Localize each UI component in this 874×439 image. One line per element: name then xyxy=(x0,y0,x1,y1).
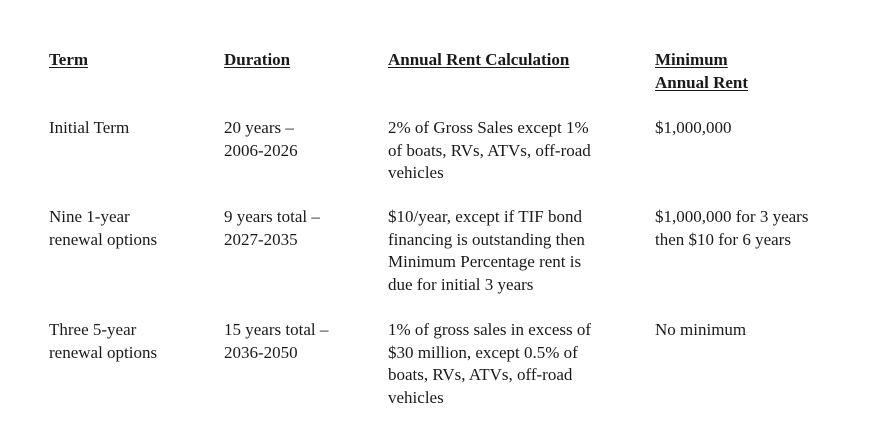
minimum-cell: $1,000,000 for 3 years then $10 for 6 years xyxy=(655,207,809,249)
term-cell: Nine 1-year renewal options xyxy=(49,207,158,249)
term-cell: Three 5-year renewal options xyxy=(49,320,158,362)
header-minimum-annual-rent: Minimum Annual Rent xyxy=(655,50,749,92)
duration-cell: 15 years total – 2036-2050 xyxy=(224,320,329,362)
calc-cell: $10/year, except if TIF bond financing is outstanding then Minimum Percentage rent is due for initial 3 years xyxy=(388,207,585,294)
duration-cell: 9 years total – 2027-2035 xyxy=(224,207,320,249)
calc-cell: 2% of Gross Sales except 1% of boats, RVs, ATVs, off-road vehicles xyxy=(388,118,591,182)
header-duration: Duration xyxy=(224,50,291,69)
minimum-cell: $1,000,000 xyxy=(655,118,732,137)
header-term: Term xyxy=(49,50,89,69)
header-annual-rent-calculation: Annual Rent Calculation xyxy=(388,50,570,69)
minimum-cell: No minimum xyxy=(655,320,747,339)
term-cell: Initial Term xyxy=(49,118,130,137)
calc-cell: 1% of gross sales in excess of $30 million, except 0.5% of boats, RVs, ATVs, off-road vehicles xyxy=(388,320,592,407)
duration-cell: 20 years – 2006-2026 xyxy=(224,118,298,160)
